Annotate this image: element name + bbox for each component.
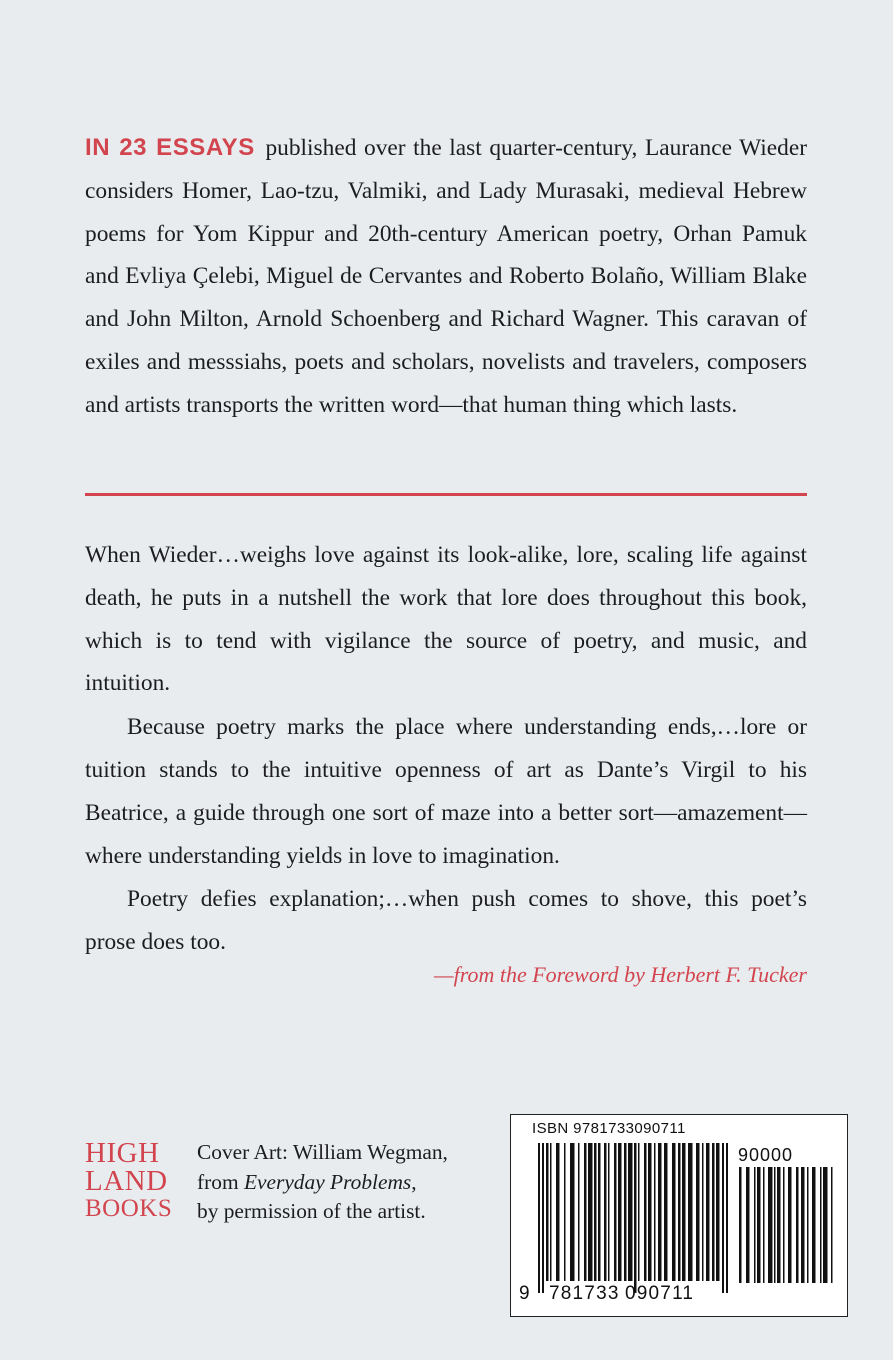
barcode-guard-bar — [542, 1143, 544, 1293]
logo-line-3: BOOKS — [85, 1195, 173, 1222]
credit-from: from — [197, 1169, 244, 1194]
intro-text: published over the last quarter-century, Laurance Wieder considers Homer, Lao-tzu, Valmiki, and Lady Murasaki, medieval Hebrew poems for Yom Kippur and 20th-century American poetry, Orhan Pamuk and Evliya Çelebi, Miguel de Cervantes and Roberto Bolaño, William Blake and John Milton, Arnold Schoenberg and Richard Wagner. This caravan of exiles and messsiahs, poets and scholars, novelists and travelers, composers and artists transports the written word—that human thing which lasts. — [85, 135, 807, 418]
quote-paragraph-2: Because poetry marks the place where understanding ends,…lore or tuition stands to the intuitive openness of art as Dante’s Virgil to his Beatrice, a guide through one sort of maze into a better sort—amazement—where understanding yields in love to imagination. — [85, 714, 807, 869]
addon-bar — [757, 1167, 761, 1283]
foreword-quote — [85, 534, 807, 964]
barcode-bar — [604, 1143, 607, 1281]
barcode-bar — [628, 1143, 633, 1281]
intro-lead: IN 23 ESSAYS — [85, 134, 255, 161]
barcode-bar — [648, 1143, 652, 1281]
addon-bar — [788, 1167, 792, 1283]
barcode-guard-bar — [538, 1143, 540, 1293]
barcode-bar — [634, 1143, 637, 1293]
barcode-bar — [696, 1143, 700, 1281]
barcode-bar — [712, 1143, 715, 1281]
barcode-bar — [598, 1143, 601, 1281]
credit-line-1: Cover Art: William Wegman, — [197, 1140, 448, 1164]
addon-bar — [768, 1167, 773, 1283]
barcode-bar — [550, 1143, 552, 1281]
barcode-guard-bar — [722, 1143, 724, 1293]
barcode-bar — [556, 1143, 560, 1281]
logo-line-1: HIGH — [85, 1137, 160, 1169]
addon-bar — [754, 1167, 756, 1283]
quote-paragraph-1: When Wieder…weighs love against its look-alike, lore, scaling life against death, he puts in a nutshell the work that lore does throughout this book, which is to tend with vigilance the source of poetry, and music, and intuition. — [85, 542, 807, 697]
barcode-bar — [594, 1143, 597, 1281]
addon-bar — [831, 1167, 833, 1283]
cover-art-credit — [197, 1138, 448, 1227]
price-code: 90000 — [738, 1145, 794, 1165]
addon-bar — [796, 1167, 799, 1283]
barcode-bar — [716, 1143, 720, 1281]
barcode-bar — [614, 1143, 617, 1281]
barcode-bar — [682, 1143, 686, 1281]
barcode-guard-bar — [726, 1143, 728, 1293]
addon-bar — [777, 1167, 781, 1283]
barcode-bar — [584, 1143, 587, 1281]
barcode-bar — [570, 1143, 575, 1281]
barcode-bar — [702, 1143, 704, 1281]
addon-bar — [763, 1167, 765, 1283]
addon-bar — [774, 1167, 776, 1283]
barcode-digits-group-1: 781733 — [549, 1283, 620, 1304]
barcode-bar — [608, 1143, 610, 1281]
barcode-bar — [578, 1143, 580, 1281]
publisher-logo — [85, 1139, 172, 1223]
barcode-bar — [672, 1143, 676, 1281]
barcode-bar — [564, 1143, 566, 1281]
barcode-bar — [638, 1143, 640, 1281]
credit-line-3: by permission of the artist. — [197, 1199, 426, 1223]
addon-bar — [739, 1167, 742, 1283]
barcode-bar — [658, 1143, 662, 1281]
barcode-digits-group-2: 090711 — [625, 1283, 695, 1304]
barcode-bar — [688, 1143, 693, 1281]
logo-line-2: LAND — [85, 1165, 168, 1197]
barcode-bar — [618, 1143, 622, 1281]
barcode-bar — [588, 1143, 593, 1281]
addon-bar — [812, 1167, 816, 1283]
addon-bar — [801, 1167, 805, 1283]
barcode-bar — [678, 1143, 681, 1281]
barcode-bar — [644, 1143, 647, 1281]
addon-bar — [807, 1167, 809, 1283]
section-divider — [85, 493, 807, 496]
addon-bar — [823, 1167, 828, 1283]
intro-paragraph — [85, 127, 807, 427]
isbn-barcode — [510, 1114, 848, 1317]
barcode-bar — [706, 1143, 710, 1281]
addon-bar — [820, 1167, 822, 1283]
quote-paragraph-3: Poetry defies explanation;…when push comes to shove, this poet’s prose does too. — [85, 886, 807, 956]
credit-comma: , — [411, 1169, 417, 1194]
barcode-bar — [664, 1143, 668, 1281]
barcode-bar — [546, 1143, 549, 1281]
isbn-label: ISBN 9781733090711 — [532, 1120, 686, 1137]
credit-line-2 — [197, 1168, 448, 1198]
credit-work-title: Everyday Problems — [243, 1169, 412, 1194]
addon-bar — [746, 1167, 750, 1283]
barcode-digit-first: 9 — [519, 1283, 531, 1304]
barcode-bar — [654, 1143, 656, 1281]
addon-bar — [783, 1167, 785, 1283]
barcode-bar — [624, 1143, 627, 1281]
quote-attribution: —from the Foreword by Herbert F. Tucker — [434, 962, 807, 987]
